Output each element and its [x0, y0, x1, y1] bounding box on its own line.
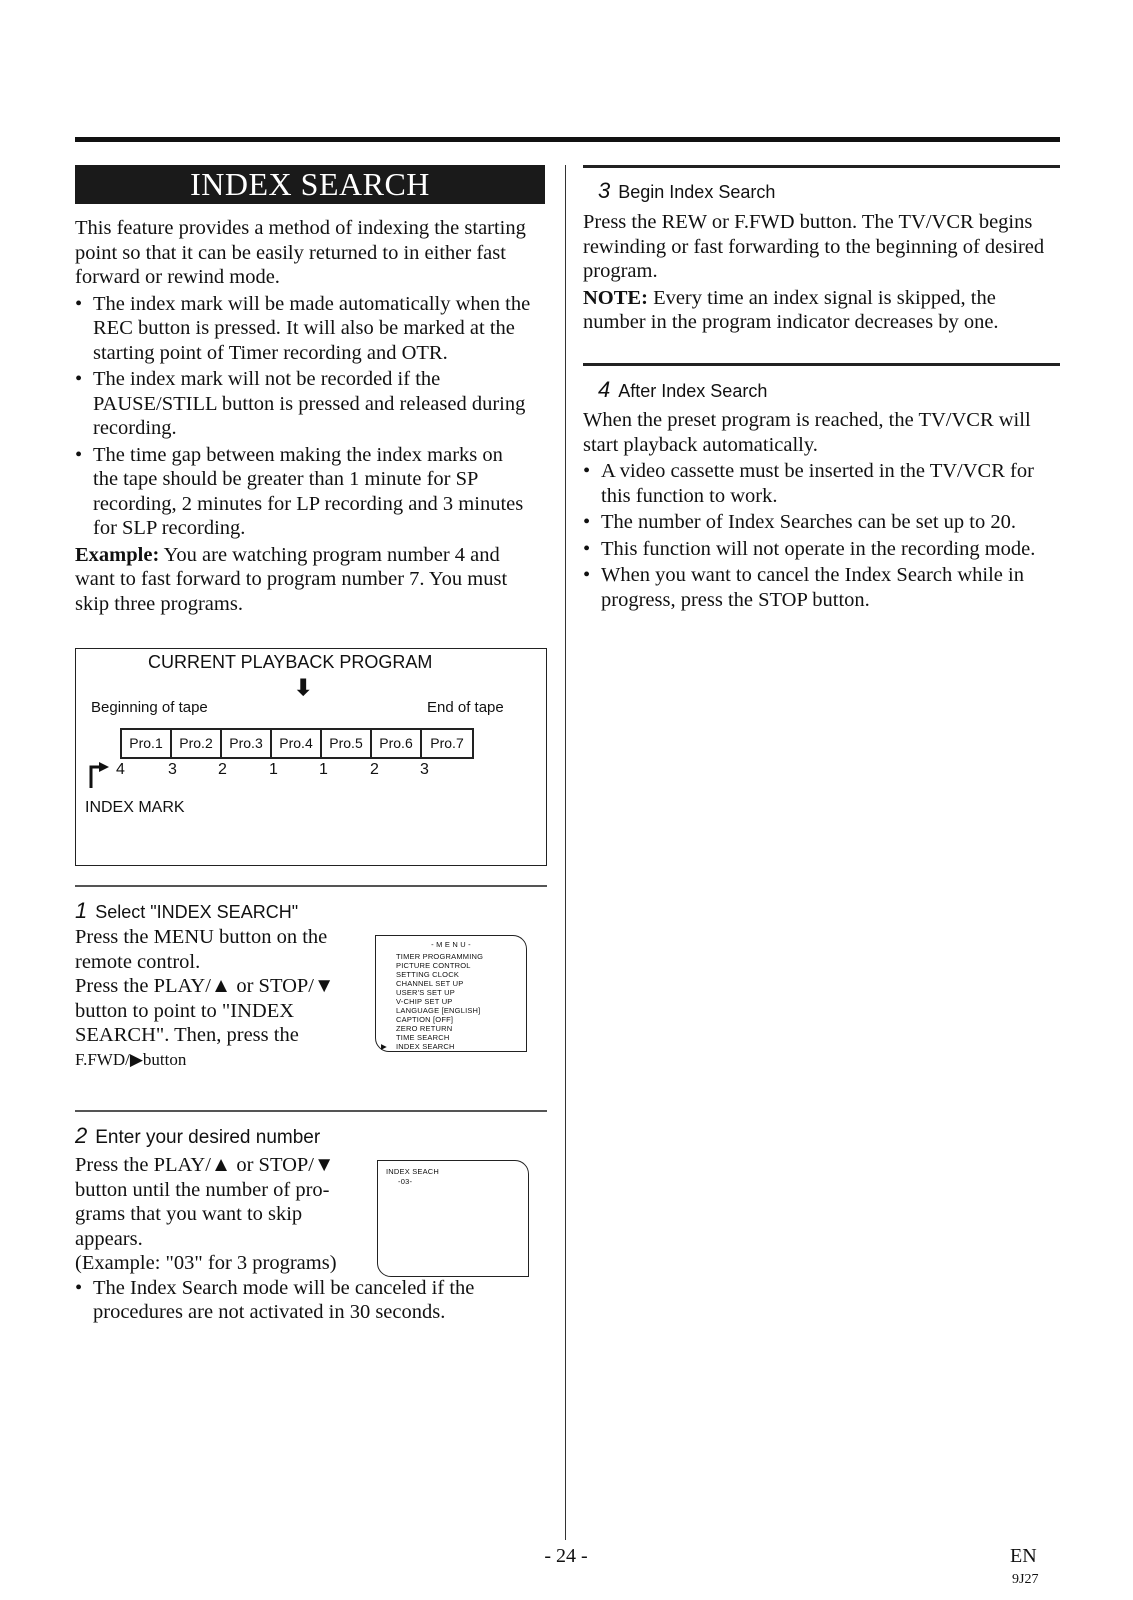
left-intro-block — [75, 216, 533, 616]
step-title: Select "INDEX SEARCH" — [95, 902, 299, 922]
program-cell: Pro.2 — [172, 730, 222, 757]
column-divider — [565, 165, 566, 1540]
menu-item: CAPTION [OFF] — [396, 1015, 454, 1024]
diagram-title: CURRENT PLAYBACK PROGRAM — [148, 652, 433, 672]
bullet-item: • The index mark will not be recorded if the PAUSE/STILL button is pressed and released during recording. — [75, 367, 533, 441]
step2-line: button until the number of pro- — [75, 1178, 330, 1201]
menu-item: TIMER PROGRAMMING — [396, 952, 484, 961]
step-number: 2 — [75, 1123, 88, 1148]
note-label: NOTE: — [583, 286, 648, 309]
page-number: - 24 - — [544, 1545, 588, 1567]
index-search-screen — [377, 1160, 529, 1277]
top-rule — [75, 137, 1060, 142]
menu-item: CHANNEL SET UP — [396, 979, 464, 988]
menu-list — [396, 952, 483, 1051]
section-rule — [75, 885, 547, 887]
index-number: 3 — [168, 761, 177, 778]
tape-diagram — [75, 648, 547, 866]
step2-line: (Example: "03" for 3 programs) — [75, 1252, 337, 1274]
screen-value: -03- — [398, 1177, 413, 1186]
step3-body: Press the REW or F.FWD button. The TV/VCR begins rewinding or fast forwarding to the beginning of desired program. — [583, 211, 1045, 282]
step2-line: Press the PLAY/▲ or STOP/▼ — [75, 1154, 335, 1176]
step-title: Enter your desired number — [95, 1127, 321, 1148]
menu-item: V-CHIP SET UP — [396, 997, 453, 1006]
menu-screen — [375, 935, 527, 1052]
step1-line: Press the PLAY/▲ or STOP/▼ — [75, 975, 335, 997]
step3-text — [583, 210, 1058, 335]
step1-line: SEARCH". Then, press the — [75, 1024, 299, 1046]
down-arrow-icon: ⬇ — [294, 675, 313, 700]
section-rule — [75, 1110, 547, 1112]
example-text: You are watching program number 4 and want to fast forward to program number 7. You must skip three programs. — [75, 543, 508, 615]
language-code: EN — [1010, 1545, 1037, 1567]
bullet-item: • The index mark will be made automatically when the REC button is pressed. It will also be marked at the starting point of Timer recording and OTR. — [75, 292, 533, 366]
step2-heading — [75, 1124, 545, 1150]
index-number: 2 — [370, 761, 379, 778]
step1-line: button to point to "INDEX — [75, 999, 295, 1022]
intro-text: This feature provides a method of indexing the starting point so that it can be easily returned to in either fast forward or rewind mode. — [75, 217, 526, 288]
step1-line: F.FWD/▶button — [75, 1049, 187, 1069]
bullet-item: • The Index Search mode will be canceled if the procedures are not activated in 30 seconds. — [75, 1276, 545, 1325]
menu-item: TIME SEARCH — [396, 1033, 450, 1042]
bullet-item: • When you want to cancel the Index Search while in progress, press the STOP button. — [583, 563, 1058, 612]
step1-heading — [75, 899, 545, 924]
step2-line: appears. — [75, 1227, 143, 1250]
beginning-of-tape-label: Beginning of tape — [91, 699, 208, 716]
index-number: 1 — [319, 761, 328, 778]
index-number: 2 — [218, 761, 227, 778]
menu-item: PICTURE CONTROL — [396, 961, 471, 970]
document-code: 9J27 — [1012, 1572, 1039, 1587]
step-number: 4 — [598, 377, 611, 402]
section-rule — [583, 363, 1060, 366]
bullet-item: • A video cassette must be inserted in the TV/VCR for this function to work. — [583, 459, 1058, 508]
index-number: 1 — [269, 761, 278, 778]
step4-body: When the preset program is reached, the TV/VCR will start playback automatically. — [583, 409, 1031, 456]
program-cell: Pro.5 — [322, 730, 372, 757]
menu-item: LANGUAGE [ENGLISH] — [396, 1006, 481, 1015]
index-number: 3 — [420, 761, 429, 778]
menu-cursor-icon: ▶ — [381, 1042, 387, 1051]
program-cell: Pro.1 — [122, 730, 172, 757]
step-title: Begin Index Search — [618, 182, 776, 202]
program-cell: Pro.6 — [372, 730, 422, 757]
bullet-item: • This function will not operate in the recording mode. — [583, 537, 1058, 562]
end-of-tape-label: End of tape — [427, 699, 504, 716]
step4-text — [583, 408, 1058, 612]
index-number: 4 — [116, 761, 125, 778]
note-paragraph — [583, 286, 1058, 335]
example-paragraph — [75, 543, 533, 617]
example-label: Example: — [75, 543, 160, 566]
step-number: 3 — [598, 178, 611, 203]
program-cell: Pro.7 — [430, 735, 464, 751]
step1-line: Press the MENU button on the — [75, 926, 328, 948]
step-title: After Index Search — [618, 381, 768, 401]
index-mark-label: INDEX MARK — [85, 799, 185, 816]
screen-label: INDEX SEACH — [386, 1167, 440, 1176]
step1-line: remote control. — [75, 950, 201, 973]
step1-text — [75, 925, 365, 1072]
section-rule — [583, 165, 1060, 168]
program-cell: Pro.4 — [272, 730, 322, 757]
step2-line: grams that you want to skip — [75, 1203, 303, 1225]
menu-title: - M E N U - — [431, 940, 471, 949]
bullet-item: • The time gap between making the index marks on the tape should be greater than 1 minute for SP recording, 2 minutes for LP recording and 3 minutes for SLP recording. — [75, 443, 533, 541]
menu-item: SETTING CLOCK — [396, 970, 460, 979]
bullet-item: • The number of Index Searches can be set up to 20. — [583, 510, 1058, 535]
program-cell: Pro.3 — [222, 730, 272, 757]
program-strip — [120, 728, 474, 759]
index-mark-arrow-icon — [88, 761, 110, 789]
step4-heading — [598, 378, 1058, 403]
menu-item: USER'S SET UP — [396, 988, 455, 997]
menu-item: INDEX SEARCH — [396, 1042, 455, 1051]
page-title: INDEX SEARCH — [75, 165, 545, 204]
note-text: Every time an index signal is skipped, the number in the program indicator decreases by one. — [583, 286, 999, 333]
step3-heading — [598, 179, 1058, 204]
step-number: 1 — [75, 898, 88, 923]
menu-item: ZERO RETURN — [396, 1024, 453, 1033]
